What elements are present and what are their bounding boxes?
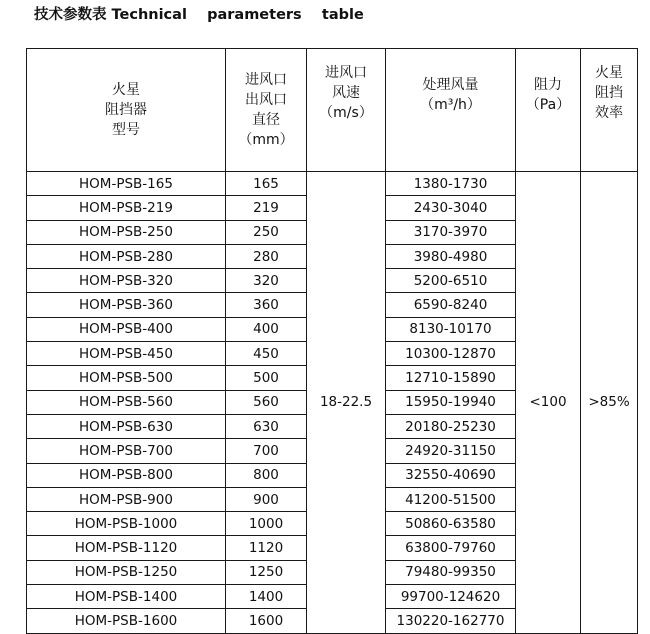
header-row (27, 49, 638, 172)
diameter-cell: 219 (226, 196, 307, 220)
airflow-cell: 63800-79760 (386, 536, 516, 560)
model-cell: HOM-PSB-165 (27, 172, 226, 196)
airflow-cell: 8130-10170 (386, 317, 516, 341)
diameter-cell: 360 (226, 293, 307, 317)
parameters-table (26, 48, 638, 634)
diameter-cell: 320 (226, 269, 307, 293)
airflow-cell: 3170-3970 (386, 220, 516, 244)
diameter-cell: 1600 (226, 609, 307, 633)
airflow-cell: 5200-6510 (386, 269, 516, 293)
diameter-cell: 450 (226, 342, 307, 366)
efficiency-cell: >85% (581, 172, 638, 634)
diameter-cell: 400 (226, 317, 307, 341)
model-cell: HOM-PSB-250 (27, 220, 226, 244)
table-row (27, 172, 638, 196)
diameter-cell: 165 (226, 172, 307, 196)
model-cell: HOM-PSB-280 (27, 244, 226, 268)
model-cell: HOM-PSB-1250 (27, 560, 226, 584)
airflow-cell: 41200-51500 (386, 487, 516, 511)
diameter-cell: 630 (226, 414, 307, 438)
model-cell: HOM-PSB-320 (27, 269, 226, 293)
airflow-cell: 24920-31150 (386, 439, 516, 463)
diameter-cell: 500 (226, 366, 307, 390)
model-cell: HOM-PSB-700 (27, 439, 226, 463)
model-cell: HOM-PSB-219 (27, 196, 226, 220)
speed-cell: 18-22.5 (307, 172, 386, 634)
diameter-cell: 280 (226, 244, 307, 268)
diameter-cell: 1250 (226, 560, 307, 584)
header-diameter: 进风口 出风口 直径 （mm） (226, 49, 307, 172)
model-cell: HOM-PSB-500 (27, 366, 226, 390)
header-airflow: 处理风量 （m³/h） (386, 49, 516, 172)
airflow-cell: 79480-99350 (386, 560, 516, 584)
diameter-cell: 1000 (226, 512, 307, 536)
model-cell: HOM-PSB-1120 (27, 536, 226, 560)
page-title: 技术参数表 Technical parameters table (34, 7, 364, 23)
header-resistance: 阻力 （Pa） (516, 49, 581, 172)
model-cell: HOM-PSB-1400 (27, 585, 226, 609)
diameter-cell: 700 (226, 439, 307, 463)
model-cell: HOM-PSB-400 (27, 317, 226, 341)
model-cell: HOM-PSB-1000 (27, 512, 226, 536)
airflow-cell: 15950-19940 (386, 390, 516, 414)
model-cell: HOM-PSB-900 (27, 487, 226, 511)
header-model: 火星 阻挡器 型号 (27, 49, 226, 172)
diameter-cell: 560 (226, 390, 307, 414)
model-cell: HOM-PSB-360 (27, 293, 226, 317)
model-cell: HOM-PSB-450 (27, 342, 226, 366)
diameter-cell: 250 (226, 220, 307, 244)
model-cell: HOM-PSB-800 (27, 463, 226, 487)
header-efficiency: 火星 阻挡 效率 (581, 49, 638, 172)
airflow-cell: 32550-40690 (386, 463, 516, 487)
diameter-cell: 1120 (226, 536, 307, 560)
table-body (27, 172, 638, 634)
model-cell: HOM-PSB-630 (27, 414, 226, 438)
airflow-cell: 130220-162770 (386, 609, 516, 633)
airflow-cell: 20180-25230 (386, 414, 516, 438)
airflow-cell: 1380-1730 (386, 172, 516, 196)
header-speed: 进风口 风速 （m/s） (307, 49, 386, 172)
airflow-cell: 12710-15890 (386, 366, 516, 390)
airflow-cell: 50860-63580 (386, 512, 516, 536)
airflow-cell: 6590-8240 (386, 293, 516, 317)
diameter-cell: 800 (226, 463, 307, 487)
model-cell: HOM-PSB-1600 (27, 609, 226, 633)
airflow-cell: 10300-12870 (386, 342, 516, 366)
airflow-cell: 99700-124620 (386, 585, 516, 609)
resistance-cell: <100 (516, 172, 581, 634)
diameter-cell: 900 (226, 487, 307, 511)
diameter-cell: 1400 (226, 585, 307, 609)
airflow-cell: 3980-4980 (386, 244, 516, 268)
airflow-cell: 2430-3040 (386, 196, 516, 220)
model-cell: HOM-PSB-560 (27, 390, 226, 414)
